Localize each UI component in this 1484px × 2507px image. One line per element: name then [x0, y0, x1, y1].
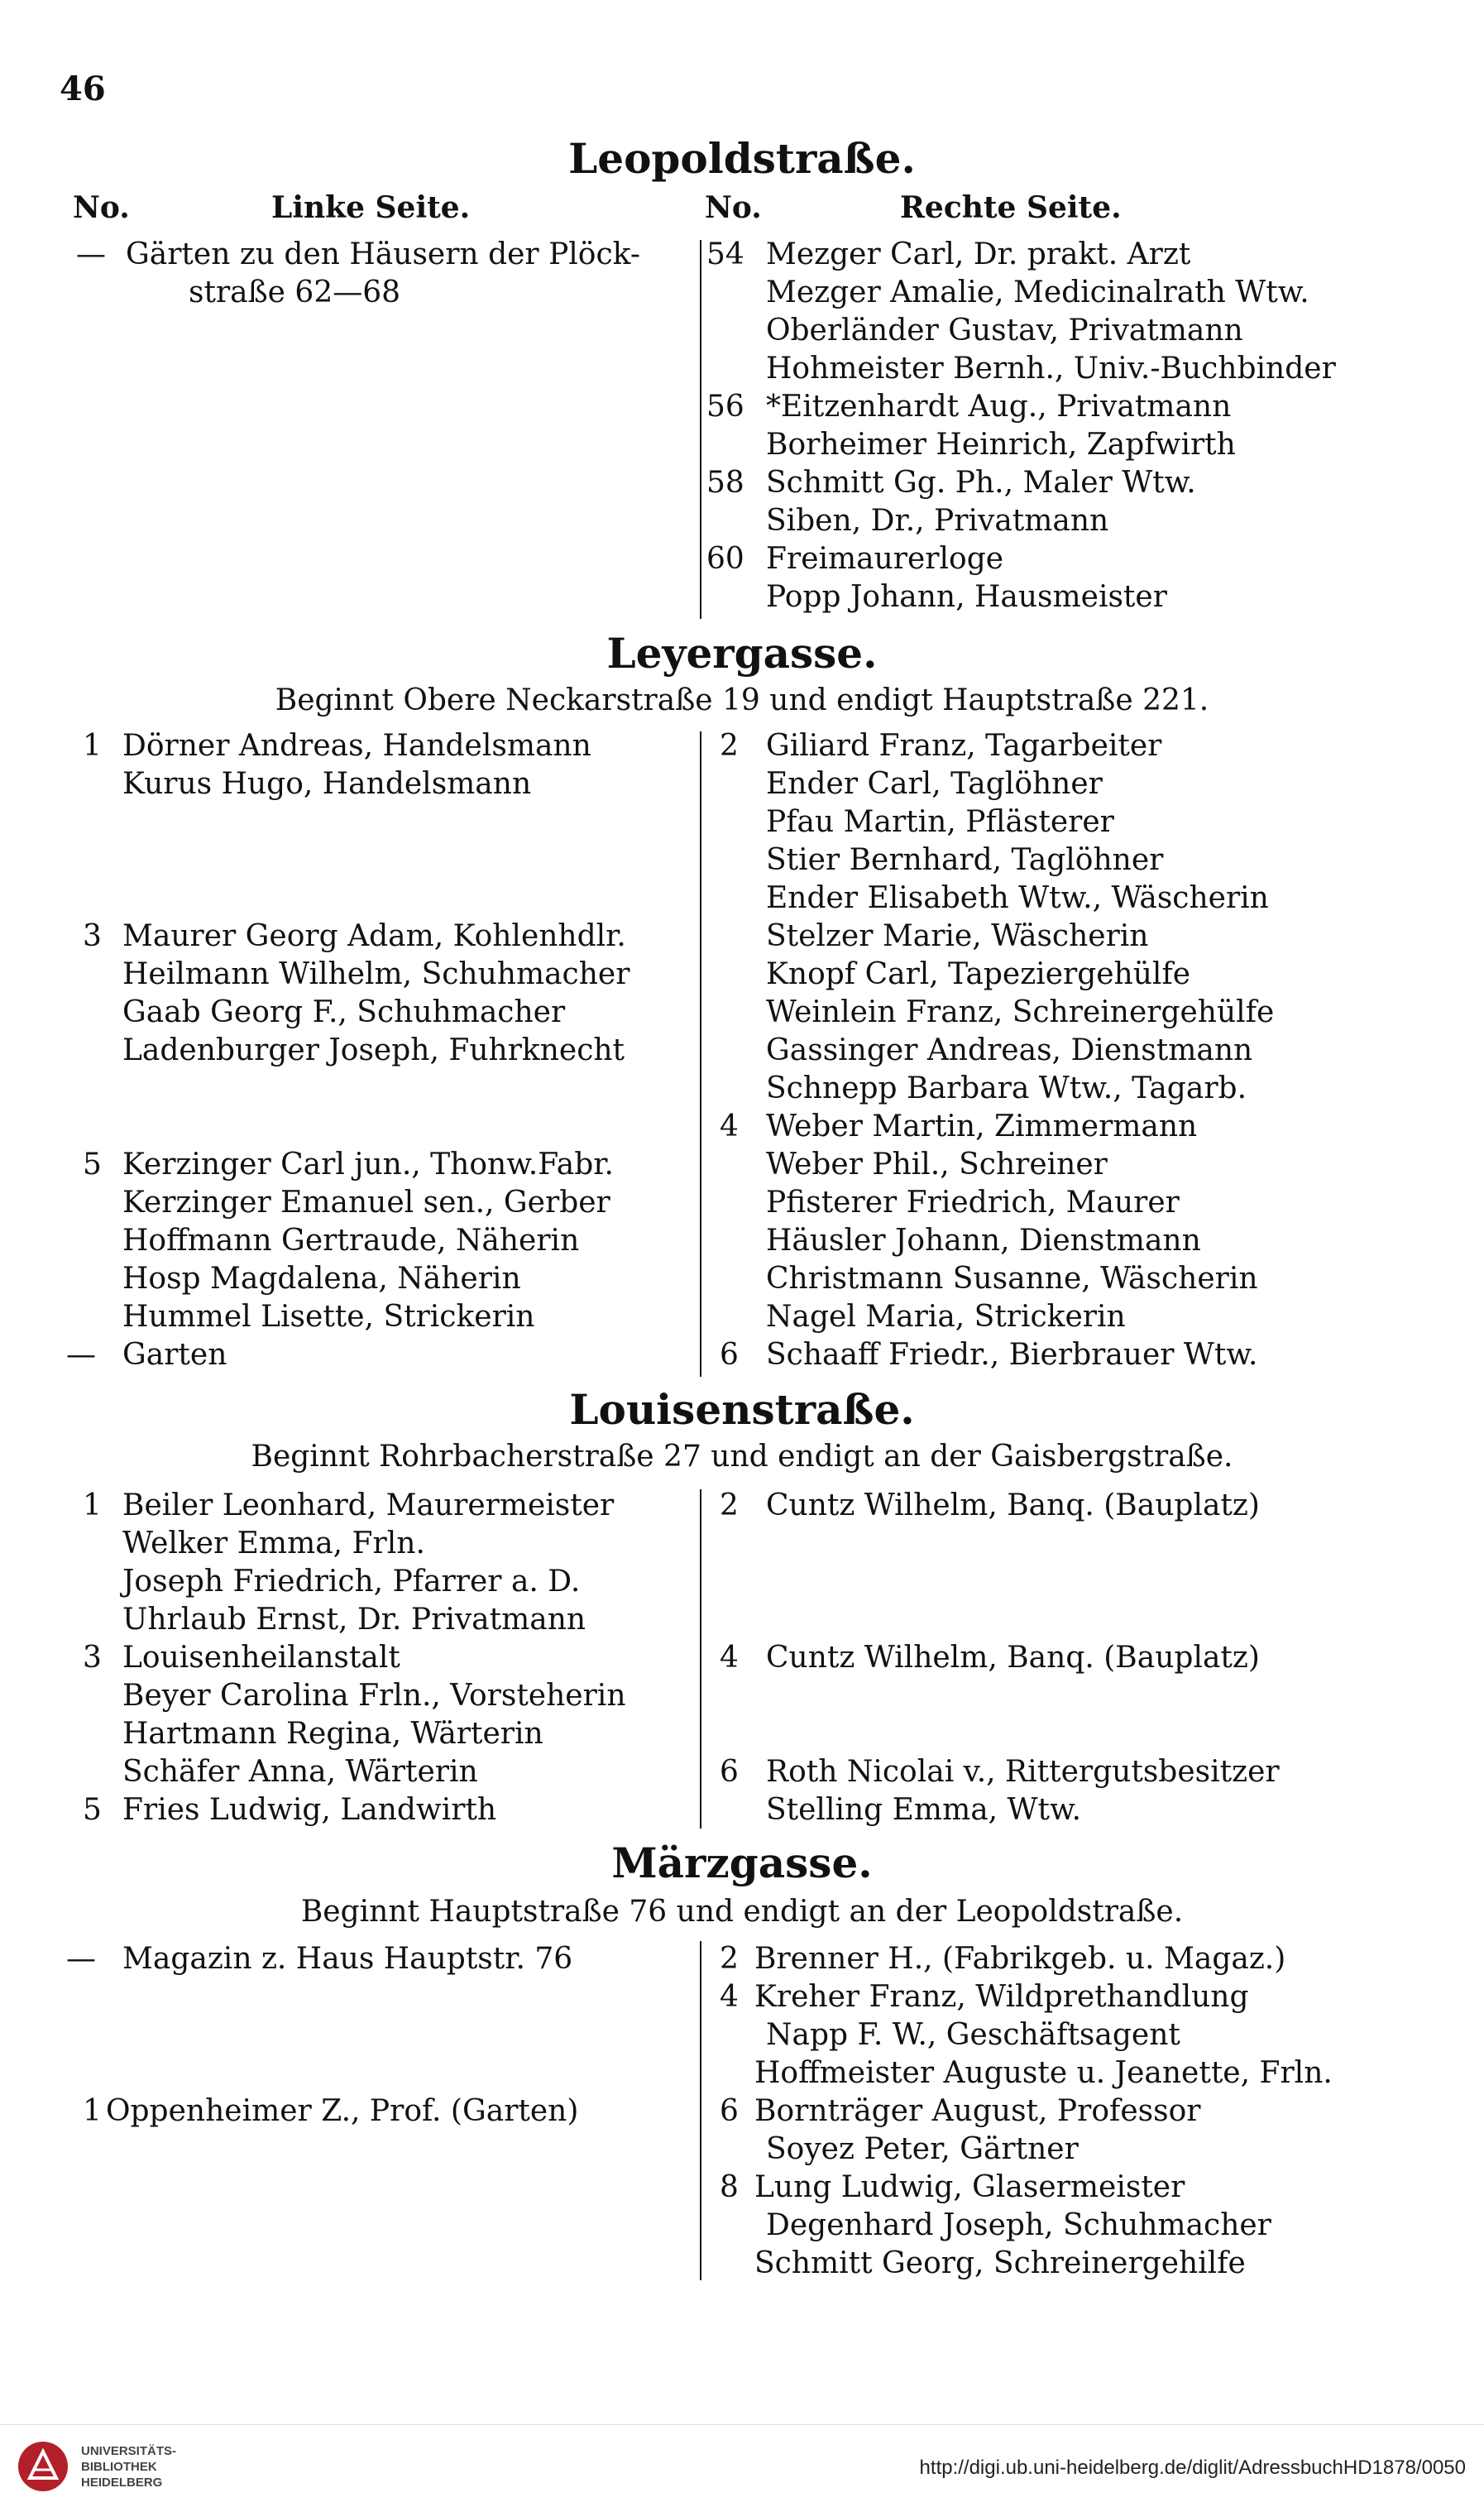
entry-number: — [66, 1338, 96, 1372]
entry-text: Hoffmeister Auguste u. Jeanette, Frln. [754, 2056, 1333, 2090]
entry-text: Weber Martin, Zimmermann [766, 1110, 1198, 1143]
entry-text: Magazin z. Haus Hauptstr. 76 [122, 1942, 573, 1976]
entry-text: Nagel Maria, Strickerin [766, 1300, 1126, 1334]
page-number: 46 [60, 70, 106, 108]
entry-number: 3 [83, 919, 102, 953]
entry-number: 5 [83, 1148, 102, 1182]
column-header-left-no: No. [73, 190, 130, 225]
entry-number: 58 [706, 466, 744, 500]
source-url-link[interactable]: http://digi.ub.uni-heidelberg.de/diglit/AdressbuchHD1878/0050 [919, 2457, 1466, 2479]
entry-text: Schmitt Gg. Ph., Maler Wtw. [766, 466, 1196, 500]
entry-number: 1 [83, 1488, 102, 1522]
entry-text: Maurer Georg Adam, Kohlenhdlr. [122, 919, 626, 953]
entry-number: 1 [83, 2094, 102, 2128]
entry-text: Giliard Franz, Tagarbeiter [766, 729, 1162, 763]
entry-text: Soyez Peter, Gärtner [766, 2132, 1079, 2166]
entry-text: Kerzinger Emanuel sen., Gerber [122, 1186, 610, 1220]
university-library-heidelberg-logo-icon [17, 2440, 69, 2493]
entry-text: Ladenburger Joseph, Fuhrknecht [122, 1033, 625, 1067]
column-header-right-no: No. [705, 190, 762, 225]
entry-text: Knopf Carl, Tapeziergehülfe [766, 957, 1191, 991]
entry-text: Christmann Susanne, Wäscherin [766, 1262, 1258, 1296]
section-title-leopoldstrasse: Leopoldstraße. [568, 134, 916, 183]
library-name-line: UNIVERSITÄTS- [81, 2444, 177, 2458]
entry-text: Schnepp Barbara Wtw., Tagarb. [766, 1071, 1247, 1105]
entry-text: Oppenheimer Z., Prof. (Garten) [106, 2094, 579, 2128]
section-subtitle-leyergasse: Beginnt Obere Neckarstraße 19 und endigt Hauptstraße 221. [275, 683, 1209, 717]
entry-text: Gaab Georg F., Schuhmacher [122, 995, 566, 1029]
entry-text: Weber Phil., Schreiner [766, 1148, 1108, 1182]
entry-text: Kurus Hugo, Handelsmann [122, 767, 532, 801]
library-name-line: HEIDELBERG [81, 2476, 163, 2490]
entry-number: — [66, 1942, 96, 1976]
entry-text: Fries Ludwig, Landwirth [122, 1793, 497, 1827]
entry-number: 2 [720, 729, 739, 763]
entry-text: Beyer Carolina Frln., Vorsteherin [122, 1679, 626, 1713]
entry-text: Gassinger Andreas, Dienstmann [766, 1033, 1253, 1067]
entry-text: Schäfer Anna, Wärterin [122, 1755, 478, 1789]
entry-number: 8 [720, 2170, 739, 2204]
entry-text: Weinlein Franz, Schreinergehülfe [766, 995, 1275, 1029]
entry-text: Kreher Franz, Wildprethandlung [754, 1980, 1249, 2014]
entry-text: Schaaff Friedr., Bierbrauer Wtw. [766, 1338, 1258, 1372]
entry-text: Mezger Carl, Dr. prakt. Arzt [766, 237, 1191, 271]
entry-text: Oberländer Gustav, Privatmann [766, 314, 1243, 348]
entry-number: 5 [83, 1793, 102, 1827]
entry-text: Hosp Magdalena, Näherin [122, 1262, 521, 1296]
entry-number: 1 [83, 729, 102, 763]
entry-number: 4 [720, 1980, 739, 2014]
entry-text: Hummel Lisette, Strickerin [122, 1300, 535, 1334]
section-title-louisenstrasse: Louisenstraße. [569, 1385, 915, 1434]
column-divider [700, 1489, 701, 1829]
entry-text: Heilmann Wilhelm, Schuhmacher [122, 957, 630, 991]
entry-text: Häusler Johann, Dienstmann [766, 1224, 1201, 1258]
entry-text: Borheimer Heinrich, Zapfwirth [766, 428, 1236, 462]
section-title-maerzgasse: Märzgasse. [611, 1838, 873, 1887]
entry-text: Beiler Leonhard, Maurermeister [122, 1488, 615, 1522]
entry-text: Brenner H., (Fabrikgeb. u. Magaz.) [754, 1942, 1286, 1976]
entry-text: Bornträger August, Professor [754, 2094, 1201, 2128]
library-name [81, 2443, 176, 2490]
entry-text: Dörner Andreas, Handelsmann [122, 729, 591, 763]
entry-number: 54 [706, 237, 744, 271]
footer [0, 2424, 1484, 2507]
entry-text: Degenhard Joseph, Schuhmacher [766, 2208, 1271, 2242]
entry-text: Joseph Friedrich, Pfarrer a. D. [122, 1565, 581, 1599]
entry-number: — [76, 237, 106, 271]
entry-number: 3 [83, 1641, 102, 1675]
section-subtitle-louisenstrasse: Beginnt Rohrbacherstraße 27 und endigt an der Gaisbergstraße. [251, 1440, 1233, 1474]
section-subtitle-maerzgasse: Beginnt Hauptstraße 76 und endigt an der Leopoldstraße. [300, 1895, 1184, 1929]
entry-text: Lung Ludwig, Glasermeister [754, 2170, 1185, 2204]
entry-text: Napp F. W., Geschäftsagent [766, 2018, 1180, 2052]
entry-text: Schmitt Georg, Schreinergehilfe [754, 2246, 1246, 2280]
library-name-line: BIBLIOTHEK [81, 2460, 157, 2474]
entry-text: Pfisterer Friedrich, Maurer [766, 1186, 1180, 1220]
entry-text: Hartmann Regina, Wärterin [122, 1717, 543, 1751]
entry-text: Siben, Dr., Privatmann [766, 504, 1109, 538]
entry-text: Uhrlaub Ernst, Dr. Privatmann [122, 1603, 586, 1637]
entry-text: Hohmeister Bernh., Univ.-Buchbinder [766, 352, 1336, 386]
entry-text: Gärten zu den Häusern der Plöck- [126, 237, 640, 271]
entry-number: 2 [720, 1942, 739, 1976]
entry-text: Ender Elisabeth Wtw., Wäscherin [766, 881, 1269, 915]
entry-number: 6 [720, 1755, 739, 1789]
entry-text: Garten [122, 1338, 227, 1372]
section-title-leyergasse: Leyergasse. [606, 629, 878, 678]
entry-text: *Eitzenhardt Aug., Privatmann [766, 390, 1232, 424]
entry-text: Welker Emma, Frln. [122, 1527, 425, 1560]
entry-text: Hoffmann Gertraude, Näherin [122, 1224, 580, 1258]
entry-text: straße 62—68 [189, 276, 401, 309]
column-header-right-side: Rechte Seite. [900, 190, 1122, 225]
entry-number: 56 [706, 390, 744, 424]
entry-text: Stier Bernhard, Taglöhner [766, 843, 1164, 877]
entry-text: Ender Carl, Taglöhner [766, 767, 1103, 801]
entry-text: Stelling Emma, Wtw. [766, 1793, 1082, 1827]
column-divider [700, 240, 701, 619]
entry-number: 6 [720, 1338, 739, 1372]
entry-text: Stelzer Marie, Wäscherin [766, 919, 1149, 953]
entry-text: Cuntz Wilhelm, Banq. (Bauplatz) [766, 1488, 1260, 1522]
entry-number: 6 [720, 2094, 739, 2128]
entry-number: 60 [706, 542, 744, 576]
entry-text: Pfau Martin, Pflästerer [766, 805, 1114, 839]
entry-text: Louisenheilanstalt [122, 1641, 400, 1675]
column-header-left-side: Linke Seite. [271, 190, 471, 225]
column-divider [700, 731, 701, 1377]
entry-text: Roth Nicolai v., Rittergutsbesitzer [766, 1755, 1280, 1789]
entry-text: Popp Johann, Hausmeister [766, 580, 1167, 614]
entry-number: 2 [720, 1488, 739, 1522]
entry-text: Cuntz Wilhelm, Banq. (Bauplatz) [766, 1641, 1260, 1675]
entry-text: Kerzinger Carl jun., Thonw.Fabr. [122, 1148, 614, 1182]
column-divider [700, 1941, 701, 2280]
entry-text: Mezger Amalie, Medicinalrath Wtw. [766, 276, 1309, 309]
entry-number: 4 [720, 1641, 739, 1675]
entry-text: Freimaurerloge [766, 542, 1004, 576]
entry-number: 4 [720, 1110, 739, 1143]
